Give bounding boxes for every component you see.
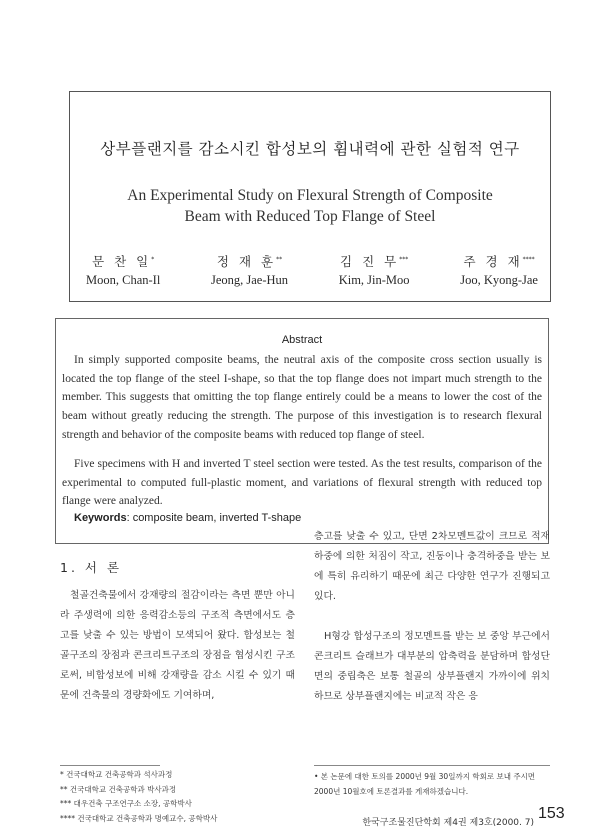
english-title-line2: Beam with Reduced Top Flange of Steel [184, 208, 436, 225]
footnotes-left [60, 768, 295, 826]
author-name-ko: 주 경 재 [463, 254, 523, 269]
journal-footer [362, 815, 534, 828]
footnote: • 본 논문에 대한 토의를 2000년 9월 30일까지 학회로 보내 주시면 2000년 10월호에 토론결과를 게재하겠습니다. [314, 772, 536, 796]
author-name-ko: 김 진 무 [340, 254, 400, 269]
author-mark: * [151, 255, 155, 263]
author-2 [211, 252, 288, 288]
footnote-rule-right [314, 765, 550, 766]
footnote-rule-left [60, 765, 160, 766]
keywords-text: : composite beam, inverted T-shape [126, 512, 302, 524]
english-title-line1: An Experimental Study on Flexural Strength of Composite [127, 187, 493, 204]
footnote: * 건국대학교 건축공학과 석사과정 [60, 770, 173, 779]
abstract-paragraph-1: In simply supported composite beams, the neutral axis of the composite cross section usually is located the top flange of the steel I-shape, so that the top flange does not impart much strength to the member. This suggests that omitting the top flange entirely could be a means to lower the cost of the beam without greatly reducing the strength. The purpose of this investigation is to research flexural strength and behavior of the composite beams with reduced top flange of steel. [62, 354, 542, 441]
author-mark: **** [522, 255, 535, 263]
footnote: **** 건국대학교 건축공학과 명예교수, 공학박사 [60, 813, 218, 823]
footnotes-right [314, 770, 550, 799]
abstract-heading: Abstract [281, 334, 323, 346]
abstract-paragraph-2: Five specimens with H and inverted T steel section were tested. As the test results, comparison of the experimental to computed full-plastic moment, and variations of flexural strength with reduced top flange were analyzed. [62, 458, 542, 508]
author-name-en: Kim, Jin-Moo [338, 273, 410, 287]
footnote: *** 대우건축 구조연구소 소장, 공학박사 [60, 799, 192, 808]
author-4 [460, 252, 538, 288]
author-mark: ** [276, 255, 283, 263]
author-name-en: Moon, Chan-Il [86, 273, 161, 287]
author-mark: *** [399, 255, 409, 263]
page-number: 153 [538, 805, 565, 822]
author-name-ko: 정 재 훈 [216, 254, 277, 269]
author-1 [86, 252, 160, 288]
author-name-ko: 문 찬 일 [92, 254, 152, 269]
author-3 [339, 252, 410, 288]
section-heading: 1. 서 론 [60, 560, 123, 575]
footnote: ** 건국대학교 건축공학과 박사과정 [60, 784, 177, 794]
korean-title: 상부플랜지를 감소시킨 합성보의 휨내력에 관한 실험적 연구 [100, 140, 520, 158]
body-right-column-paragraph-2: H형강 합성구조의 정모멘트를 받는 보 중앙 부근에서 콘크리트 슬래브가 대부분의 압축력을 분담하며 합성단면의 중립축은 보통 철골의 상부플랜지 가까이에 위치하므로 상부플랜지에는 비교적 작은 응 [314, 631, 550, 702]
author-list [86, 252, 538, 288]
keywords [74, 512, 301, 524]
author-name-en: Jeong, Jae-Hun [210, 273, 289, 287]
author-name-en: Joo, Kyong-Jae [460, 273, 538, 287]
journal-name: 한국구조물진단학회 제4권 제3호(2000. 7) [362, 818, 534, 828]
body-right-column-paragraph-1: 층고를 낮출 수 있고, 단면 2차모멘트값이 크므로 적재하중에 의한 처짐이 작고, 진동이나 충격하중을 받는 보에 특히 유리하기 때문에 최근 다양한 연구가 진행되고 있다. [314, 531, 550, 602]
body-left-column: 철골건축물에서 강재량의 절감이라는 측면 뿐만 아니라 주생력에 의한 응력감소등의 구조적 측면에서도 층고를 낮출 수 있는 방법이 모색되어 왔다. 합성보는 철골구조의 장점과 콘크리트구조의 장점을 협성시킨 구조로써, 비합성보에 비해 강재량을 감소 시킬 수 있기 때문에 건축물의 경량화에도 기여하며, [60, 590, 295, 701]
keywords-label: Keywords [74, 512, 127, 524]
